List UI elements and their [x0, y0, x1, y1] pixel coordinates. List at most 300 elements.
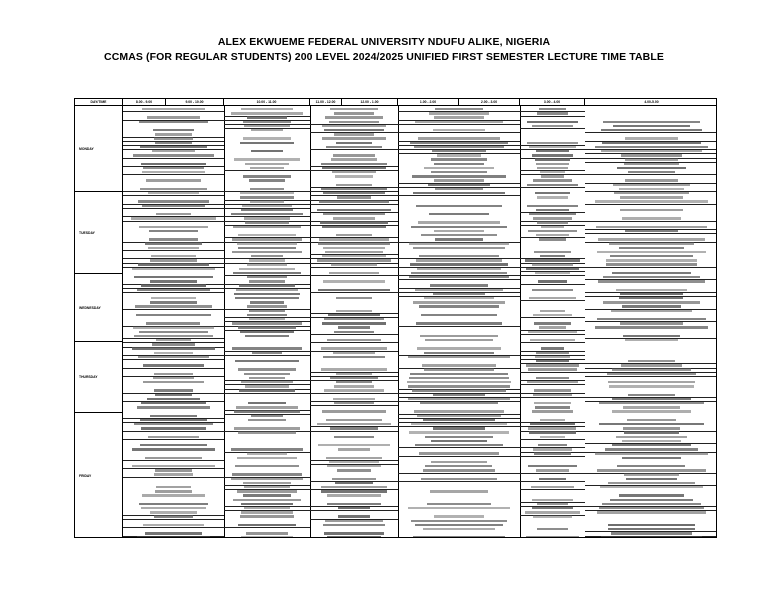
cell-text [238, 431, 296, 433]
cell-rule [585, 174, 717, 175]
cell-text [246, 532, 289, 534]
cell-rule [224, 527, 310, 528]
cell-text [321, 188, 386, 190]
cell-text [421, 478, 497, 480]
cell-text [241, 503, 293, 505]
cell-text [595, 326, 707, 328]
cell-rule [123, 250, 224, 251]
cell-text [143, 524, 204, 526]
cell-text [539, 108, 567, 110]
cell-text [143, 381, 205, 383]
cell-rule [310, 342, 398, 343]
cell-text [141, 507, 206, 509]
cell-text [332, 171, 376, 173]
cell-text [605, 448, 699, 450]
cell-text [612, 444, 692, 446]
cell-text [323, 280, 384, 282]
cell-text [625, 179, 677, 181]
cell-text [251, 255, 282, 257]
cell-text [151, 297, 197, 299]
cell-rule [398, 456, 520, 457]
cell-text [132, 268, 215, 270]
cell-text [333, 154, 375, 156]
cell-text [408, 385, 511, 387]
cell-text [243, 494, 291, 496]
cell-rule [310, 510, 398, 511]
cell-text [156, 339, 192, 341]
cell-text [625, 137, 677, 139]
cell-text [414, 146, 504, 148]
cell-text [606, 263, 696, 265]
column-header-9-10: 9.00 - 10.00 [166, 99, 224, 105]
cell-text [425, 436, 493, 438]
cell-text [319, 200, 388, 202]
cell-text [536, 234, 568, 236]
cell-rule [123, 527, 224, 528]
column-header-4-5: 4.00-5.00 [644, 100, 659, 104]
cell-text [622, 440, 681, 442]
cell-rule [123, 439, 224, 440]
cell-rule [123, 174, 224, 175]
cell-text [413, 536, 505, 538]
cell-text [430, 490, 489, 492]
cell-text [319, 238, 388, 240]
cell-text [148, 247, 198, 249]
cell-text [329, 121, 380, 123]
cell-text [141, 284, 206, 286]
cell-text [421, 314, 498, 316]
cell-text [320, 221, 388, 223]
cell-text [534, 322, 570, 324]
cell-rule [310, 431, 398, 432]
cell-rule [123, 195, 224, 196]
cell-text [317, 423, 392, 425]
cell-text [541, 226, 564, 228]
cell-text [595, 452, 707, 454]
cell-text [337, 469, 370, 471]
cell-text [419, 305, 498, 307]
cell-rule [123, 111, 224, 112]
cell-text [327, 494, 380, 496]
cell-text [532, 507, 574, 509]
cell-text [133, 154, 214, 156]
cell-text [527, 205, 578, 207]
cell-text [140, 188, 206, 190]
cell-text [628, 394, 675, 396]
cell-text [334, 385, 375, 387]
cell-text [137, 406, 211, 408]
cell-text [612, 398, 690, 400]
column-header-11-12: 11.00 - 12.00 [310, 99, 342, 105]
cell-text [323, 192, 385, 194]
cell-text [525, 511, 580, 513]
cell-text [318, 242, 390, 244]
cell-text [323, 356, 384, 358]
cell-text [234, 158, 301, 160]
cell-rule [398, 132, 520, 133]
cell-text [535, 272, 569, 274]
cell-text [249, 179, 285, 181]
cell-text [529, 297, 576, 299]
cell-text [612, 272, 690, 274]
cell-text [247, 314, 288, 316]
cell-text [322, 322, 387, 324]
cell-rule [310, 292, 398, 293]
cell-text [145, 457, 201, 459]
cell-text [409, 276, 508, 278]
cell-text [152, 150, 196, 152]
cell-text [533, 394, 572, 396]
cell-text [597, 511, 706, 513]
cell-text [138, 356, 209, 358]
cell-text [322, 255, 386, 257]
cell-text [540, 419, 566, 421]
cell-text [416, 322, 503, 324]
cell-text [601, 129, 703, 131]
day-block-friday [75, 413, 123, 538]
cell-text [430, 284, 488, 286]
column-header-2-3: 2.00 - 3.00 [459, 99, 520, 105]
cell-text [233, 499, 300, 501]
cell-text [412, 175, 506, 177]
cell-text [324, 318, 384, 320]
cell-text [418, 137, 500, 139]
cell-text [624, 431, 679, 433]
cell-text [145, 242, 201, 244]
cell-rule [585, 221, 717, 222]
cell-text [154, 373, 194, 375]
cell-text [434, 163, 485, 165]
cell-text [431, 440, 488, 442]
cell-text [433, 129, 486, 131]
cell-rule [123, 309, 224, 310]
cell-text [598, 280, 705, 282]
cell-text [321, 486, 387, 488]
cell-text [155, 490, 191, 492]
cell-text [540, 255, 564, 257]
cell-text [621, 364, 683, 366]
cell-text [419, 452, 499, 454]
cell-text [237, 457, 297, 459]
cell-text [134, 335, 213, 337]
cell-text [435, 188, 484, 190]
cell-text [540, 171, 566, 173]
cell-text [250, 188, 285, 190]
cell-text [155, 394, 192, 396]
cell-text [537, 503, 568, 505]
cell-text [322, 226, 386, 228]
day-block-wednesday [75, 274, 123, 342]
cell-text [597, 318, 706, 320]
cell-text [334, 331, 373, 333]
cell-text [526, 536, 579, 538]
cell-text [148, 192, 200, 194]
cell-text [419, 255, 499, 257]
cell-text [421, 234, 498, 236]
cell-text [248, 419, 287, 421]
cell-text [412, 389, 506, 391]
cell-text [526, 268, 580, 270]
cell-text [413, 192, 504, 194]
cell-text [318, 289, 389, 291]
cell-text [338, 515, 371, 517]
cell-text [601, 536, 701, 538]
cell-text [599, 507, 704, 509]
cell-text [150, 259, 198, 261]
cell-text [619, 494, 684, 496]
cell-text [231, 112, 303, 114]
cell-rule [585, 132, 717, 133]
cell-text [541, 175, 564, 177]
cell-text [598, 238, 706, 240]
cell-text [156, 213, 191, 215]
cell-text [422, 364, 496, 366]
cell-text [241, 381, 292, 383]
cell-text [238, 326, 295, 328]
cell-rule [398, 124, 520, 125]
cell-text [424, 368, 494, 370]
cell-text [525, 259, 580, 261]
cell-text [141, 402, 206, 404]
cell-rule [224, 170, 310, 171]
cell-rule [520, 300, 585, 301]
cell-text [530, 423, 575, 425]
cell-text [625, 230, 678, 232]
column-header-8-9: 8.00 - 9.00 [123, 99, 166, 105]
cell-text [147, 398, 200, 400]
cell-text [540, 310, 565, 312]
cell-text [244, 507, 290, 509]
cell-text [251, 415, 283, 417]
cell-text [132, 448, 215, 450]
cell-text [622, 217, 680, 219]
cell-rule [520, 456, 585, 457]
cell-text [234, 427, 301, 429]
cell-rule [123, 221, 224, 222]
cell-text [620, 293, 683, 295]
cell-rule [398, 473, 520, 474]
cell-text [333, 352, 376, 354]
cell-text [139, 503, 208, 505]
cell-text [238, 247, 296, 249]
cell-text [234, 410, 300, 412]
cell-text [238, 234, 297, 236]
cell-text [528, 230, 577, 232]
cell-text [317, 259, 390, 261]
cell-text [416, 205, 502, 207]
cell-text [602, 503, 701, 505]
cell-text [410, 263, 508, 265]
cell-text [150, 301, 197, 303]
cell-text [139, 331, 207, 333]
cell-rule [585, 267, 717, 268]
cell-text [627, 419, 676, 421]
cell-text [612, 410, 690, 412]
cell-text [145, 532, 201, 534]
cell-text [610, 255, 693, 257]
cell-text [434, 179, 484, 181]
cell-rule [520, 334, 585, 335]
cell-text [415, 121, 503, 123]
cell-text [624, 163, 679, 165]
cell-text [327, 465, 381, 467]
cell-text [334, 402, 373, 404]
cell-text [623, 427, 681, 429]
cell-text [408, 507, 511, 509]
cell-rule [123, 460, 224, 461]
cell-text [603, 121, 699, 123]
cell-text [425, 465, 492, 467]
cell-text [608, 482, 695, 484]
cell-text [414, 410, 504, 412]
cell-rule [520, 481, 585, 482]
cell-text [533, 515, 573, 517]
cell-text [613, 184, 690, 186]
cell-text [603, 276, 701, 278]
cell-text [140, 444, 207, 446]
cell-text [411, 272, 507, 274]
cell-text [151, 255, 195, 257]
cell-text [622, 457, 681, 459]
cell-text [232, 238, 303, 240]
cell-text [527, 381, 578, 383]
cell-text [232, 322, 302, 324]
cell-text [247, 276, 287, 278]
cell-text [537, 221, 568, 223]
cell-text [241, 209, 293, 211]
cell-text [597, 251, 706, 253]
timetable-grid [74, 98, 717, 538]
cell-text [434, 116, 485, 118]
cell-text [334, 112, 373, 114]
cell-text [527, 121, 578, 123]
cell-text [535, 356, 569, 358]
cell-text [533, 217, 572, 219]
cell-text [338, 326, 370, 328]
cell-text [334, 133, 375, 135]
cell-text [533, 448, 571, 450]
cell-text [155, 133, 193, 135]
cell-text [595, 200, 708, 202]
cell-rule [224, 393, 310, 394]
cell-text [526, 364, 578, 366]
cell-text [628, 360, 675, 362]
cell-text [628, 171, 675, 173]
cell-rule [585, 376, 717, 377]
cell-text [240, 196, 295, 198]
cell-text [153, 377, 195, 379]
cell-text [531, 486, 573, 488]
cell-text [321, 490, 387, 492]
cell-text [324, 389, 383, 391]
cell-text [611, 532, 691, 534]
cell-rule [585, 233, 717, 234]
cell-text [410, 373, 508, 375]
cell-text [622, 305, 681, 307]
cell-text [235, 465, 300, 467]
cell-rule [310, 275, 398, 276]
cell-text [236, 406, 297, 408]
cell-text [424, 167, 494, 169]
cell-rule [520, 473, 585, 474]
cell-text [415, 289, 503, 291]
cell-text [239, 268, 295, 270]
cell-text [428, 184, 490, 186]
cell-text [245, 385, 290, 387]
cell-text [149, 238, 198, 240]
cell-text [243, 482, 290, 484]
cell-text [327, 536, 380, 538]
cell-text [424, 352, 494, 354]
cell-text [143, 167, 205, 169]
cell-text [434, 515, 483, 517]
cell-text [237, 242, 297, 244]
cell-text [408, 356, 509, 358]
cell-rule [585, 204, 717, 205]
cell-text [245, 221, 289, 223]
cell-text [331, 263, 377, 265]
cell-text [535, 192, 570, 194]
cell-text [252, 352, 282, 354]
cell-text [336, 142, 372, 144]
cell-text [335, 175, 373, 177]
cell-text [333, 217, 374, 219]
cell-text [616, 436, 687, 438]
cell-text [417, 415, 501, 417]
cell-text [141, 427, 207, 429]
cell-text [154, 389, 192, 391]
cell-text [621, 154, 682, 156]
cell-text [415, 524, 502, 526]
timetable-header-row [75, 99, 716, 106]
cell-text [534, 251, 570, 253]
cell-text [251, 129, 282, 131]
cell-text [433, 394, 485, 396]
cell-text [152, 343, 195, 345]
cell-text [249, 259, 285, 261]
day-block-tuesday [75, 192, 123, 274]
cell-text [237, 490, 297, 492]
cell-text [330, 427, 377, 429]
cell-rule [123, 519, 224, 520]
cell-text [154, 473, 194, 475]
cell-text [614, 192, 688, 194]
cell-text [624, 473, 679, 475]
cell-text [137, 536, 210, 538]
cell-rule [520, 372, 585, 373]
cell-text [243, 175, 292, 177]
cell-text [529, 146, 575, 148]
cell-text [626, 478, 676, 480]
cell-text [231, 213, 303, 215]
cell-text [434, 230, 485, 232]
cell-text [330, 108, 379, 110]
cell-text [625, 339, 677, 341]
cell-text [132, 465, 216, 467]
cell-text [318, 444, 390, 446]
cell-text [620, 322, 683, 324]
cell-rule [520, 275, 585, 276]
cell-text [334, 436, 374, 438]
cell-text [235, 297, 300, 299]
cell-text [244, 373, 289, 375]
column-header-1-2: 1.00 - 2.00 [398, 99, 459, 105]
cell-text [234, 293, 299, 295]
cell-text [608, 524, 695, 526]
cell-text [322, 137, 385, 139]
cell-text [327, 503, 381, 505]
cell-text [435, 238, 483, 240]
